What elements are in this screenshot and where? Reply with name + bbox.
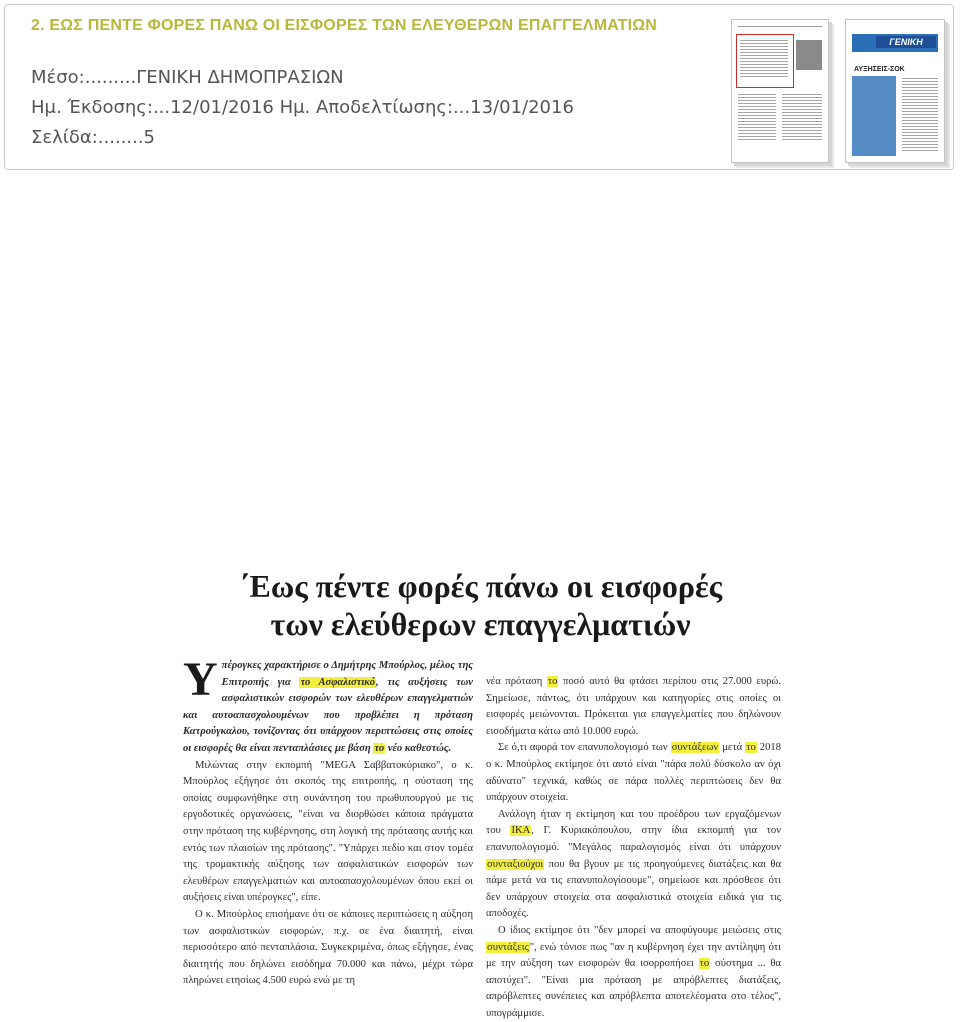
highlight: το [699, 958, 710, 970]
body-paragraph: Μιλώντας στην εκπομπή "MEGA Σαββατοκύριακο", ο κ. Μπούρλος εξήγησε ότι σκοπός της επιτροπής, η σύσταση της οποίας συμφωνήθηκε στη συνάντηση του πρωθυπουργού με τις εργοδοτικές οργανώσεις, "είναι να διορθώσει κάποια πράγματα στην πρόταση της κυβέρνησης, στη λογική της πρότασης αυτής και εντός των πλαισίων της πρότασης". "Υπάρχει πεδίο και στον τομέα της τρομακτικής αύξησης των ασφαλιστικών εισφορών των ελευθέρων επαγγελματιών και αυτοαπασχολουμένων όπου εκεί οι αυξήσεις είναι υπέρογκες", είπε. [183, 759, 473, 904]
highlight: συνταξιούχοι [487, 858, 544, 870]
cover-text-column [902, 78, 938, 153]
body-paragraph: Ο κ. Μπούρλος επισήμανε ότι σε κάποιες περιπτώσεις η αύξηση των ασφαλιστικών εισφορών, π.χ. σε ένα διαιτητή, είναι περισσότερο από πενταπλάσια. Συγκεκριμένα, όπως εξήγησε, ένας διαιτητής που δηλώνει εισόδημα 70.000 και πάνω, μέχρι τώρα πληρώνει ετησίως 4.500 ευρώ ενώ με τη [183, 908, 473, 987]
article-scan [178, 567, 783, 1019]
article-column-left [183, 653, 473, 990]
clipping-title: 2. ΕΩΣ ΠΕΝΤΕ ΦΟΡΕΣ ΠΑΝΩ ΟΙ ΕΙΣΦΟΡΕΣ ΤΩΝ ΕΛΕΥΘΕΡΩΝ ΕΠΑΓΓΕΛΜΑΤΙΩΝ [31, 17, 658, 34]
thumb-rule [738, 26, 822, 27]
highlight: το [374, 742, 385, 754]
body-paragraph: Σε ό,τι αφορά τον επανυπολογισμό των συντάξεων μετά το 2018 ο κ. Μπούρλος εκτίμησε ότι αυτό είναι "πάρα πολύ δύσκολο αν όχι αδύνατο" τεχνικά, καθώς σε πάρα πολλές περιπτώσεις δεν θα υπάρχουν στοιχεία. [486, 742, 781, 804]
highlight: το Ασφαλιστικό [300, 676, 376, 688]
newspaper-page-thumbnail[interactable] [731, 19, 829, 163]
highlight: συντάξεων [671, 742, 719, 754]
thumb-text-column [740, 40, 788, 79]
page-line: Σελίδα:........5 [31, 127, 156, 148]
cover-logo: ΓΕΝΙΚΗ [876, 36, 936, 48]
drop-cap: Υ [183, 653, 218, 706]
headline-line-1: ΄Εως πέντε φορές πάνω οι εισφορές [238, 568, 723, 604]
highlight: ΙΚΑ [511, 825, 531, 837]
body-paragraph: Ανάλογη ήταν η εκτίμηση και του προέδρου των εργαζόμενων του ΙΚΑ, Γ. Κυριακόπουλου, στην ίδια εκπομπή για τον επανυπολογισμό. "Μεγάλος παραλογισμός είναι ότι υπάρχουν συνταξιούχοι που θα βγουν με τις προηγούμενες διατάξεις και θα πάμε μετά να τις επανυπολογίσουμε", σημείωσε και πρόσθεσε ότι δεν υπάρχουν στοιχεία στα ασφαλιστικά στοιχεία ειδικά για τις αποδοχές. [486, 808, 782, 920]
clipping-header [4, 4, 954, 170]
thumb-text-column [738, 94, 776, 142]
cover-headline: ΑΥΞΗΣΕΙΣ-ΣΟΚ [854, 66, 905, 73]
medium-line: Μέσο:.........ΓΕΝΙΚΗ ΔΗΜΟΠΡΑΣΙΩΝ [31, 67, 344, 88]
highlight: το [547, 676, 558, 687]
highlight: συντάξεις [487, 941, 529, 953]
headline-line-2: των ελεύθερων επαγγελματιών [270, 606, 691, 642]
article-headline [178, 567, 783, 643]
body-paragraph: Ο ίδιος εκτίμησε ότι "δεν μπορεί να αποφύγουμε μειώσεις στις συντάξεις", ενώ τόνισε πως "αν η κυβέρνηση έχει την αντίληψη ότι με την αύξηση των εισφορών θα ισορροπήσει το σύστημα ... θα αποτύχει". "Είναι μια πρόταση με απρόβλεπτες διατάξεις, απρόβλεπτες συνέπειες και απρόβλεπτα αποτελέσματα στο τέλος", υπογράμμισε. [486, 924, 781, 1019]
thumb-photo [796, 40, 822, 70]
article-column-right [486, 674, 781, 1022]
body-paragraph: νέα πρόταση το ποσό αυτό θα φτάσει περίπου στις 27.000 ευρώ. Σημείωσε, πάντως, ότι υπάρχουν και κατηγορίες στις οποίες οι εισφορές μειώνονται. Πρόκειται για επαγγελματίες που δηλώνουν εισοδήματα κάτω από 10.000 ευρώ. [486, 676, 781, 737]
thumb-text-column [782, 94, 822, 142]
dates-line: Ημ. Έκδοσης:...12/01/2016 Ημ. Αποδελτίωσης:...13/01/2016 [31, 97, 574, 118]
lead-paragraph: Υπέρογκες χαρακτήρισε ο Δημήτρης Μπούρλος, μέλος της Επιτροπής για το Ασφαλιστικό, τις αυξήσεις των ασφαλιστικών εισφορών των ελευθέρων επαγγελματιών και αυτοαπασχολουμένων που προβλέπει η πρόταση Κατρούγκαλου, τονίζοντας ότι υπάρχουν περιπτώσεις στις οποίες οι εισφορές θα είναι πενταπλάσιες με βάση το νέο καθεστώς. [183, 653, 473, 754]
cover-photo-block [852, 76, 896, 156]
highlight: το [746, 742, 756, 754]
front-cover-thumbnail[interactable] [845, 19, 945, 163]
